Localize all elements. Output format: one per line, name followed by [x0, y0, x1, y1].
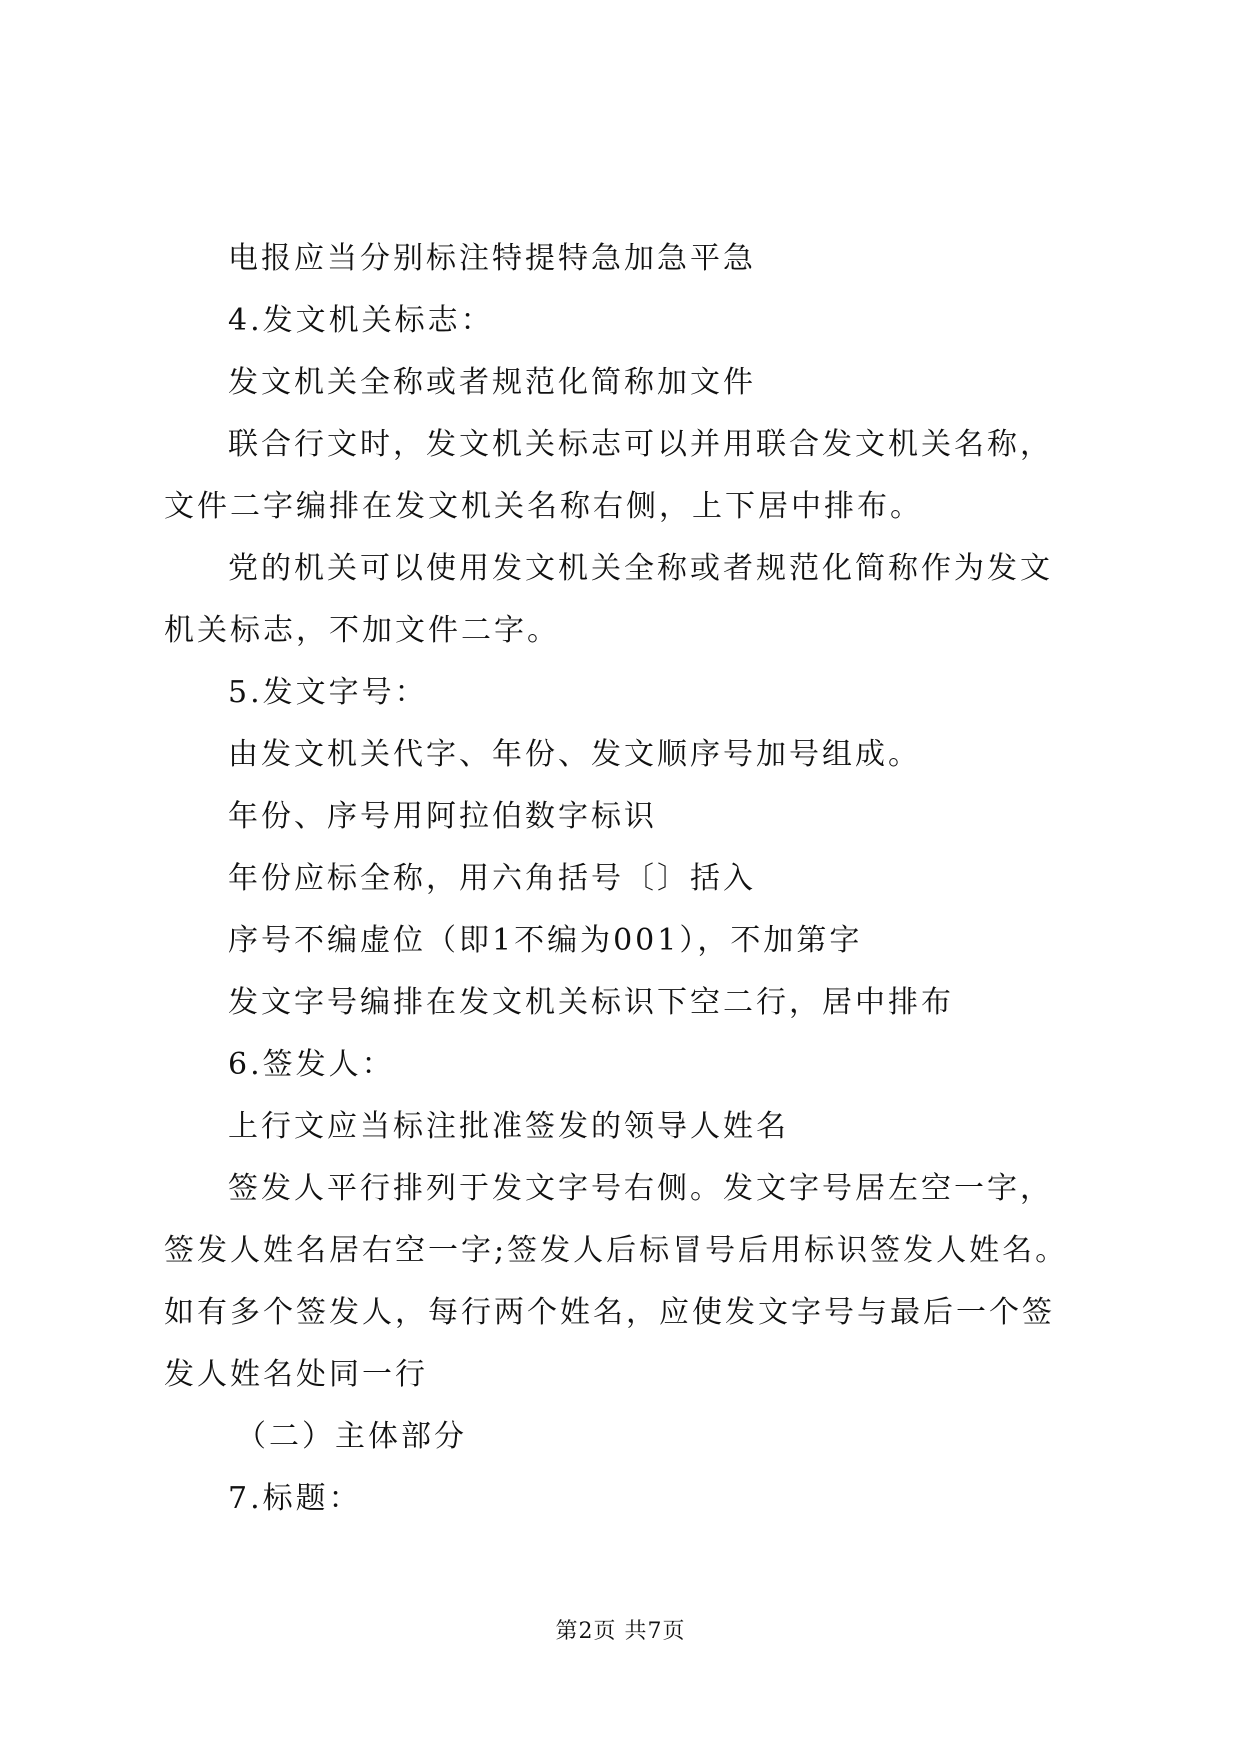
section-heading: 6.签发人：	[228, 1047, 395, 1082]
paragraph: 年份应标全称，用六角括号〔〕括入	[228, 861, 756, 896]
part-heading: （二）主体部分	[236, 1419, 467, 1454]
paragraph: 发文字号编排在发文机关标识下空二行，居中排布	[228, 985, 954, 1020]
paragraph: 年份、序号用阿拉伯数字标识	[228, 799, 657, 834]
document-body	[164, 228, 1084, 1530]
paragraph: 上行文应当标注批准签发的领导人姓名	[228, 1109, 789, 1144]
page-number-footer: 第2页 共7页	[555, 1619, 686, 1644]
paragraph: 电报应当分别标注特提特急加急平急	[228, 241, 756, 276]
paragraph: 党的机关可以使用发文机关全称或者规范化简称作为发文机关标志，不加文件二字。	[164, 551, 1053, 648]
paragraph: 签发人平行排列于发文字号右侧。发文字号居左空一字，签发人姓名居右空一字;签发人后标冒号后用标识签发人姓名。如有多个签发人，每行两个姓名，应使发文字号与最后一个签发人姓名处同一行	[164, 1171, 1069, 1392]
section-heading: 4.发文机关标志：	[228, 303, 494, 338]
section-heading: 7.标题：	[228, 1481, 362, 1516]
section-heading: 5.发文字号：	[228, 675, 428, 710]
paragraph: 序号不编虚位（即1不编为001），不加第字	[228, 923, 863, 958]
paragraph: 由发文机关代字、年份、发文顺序号加号组成。	[228, 737, 921, 772]
paragraph: 发文机关全称或者规范化简称加文件	[228, 365, 756, 400]
paragraph: 联合行文时，发文机关标志可以并用联合发文机关名称，文件二字编排在发文机关名称右侧，上下居中排布。	[164, 427, 1053, 524]
